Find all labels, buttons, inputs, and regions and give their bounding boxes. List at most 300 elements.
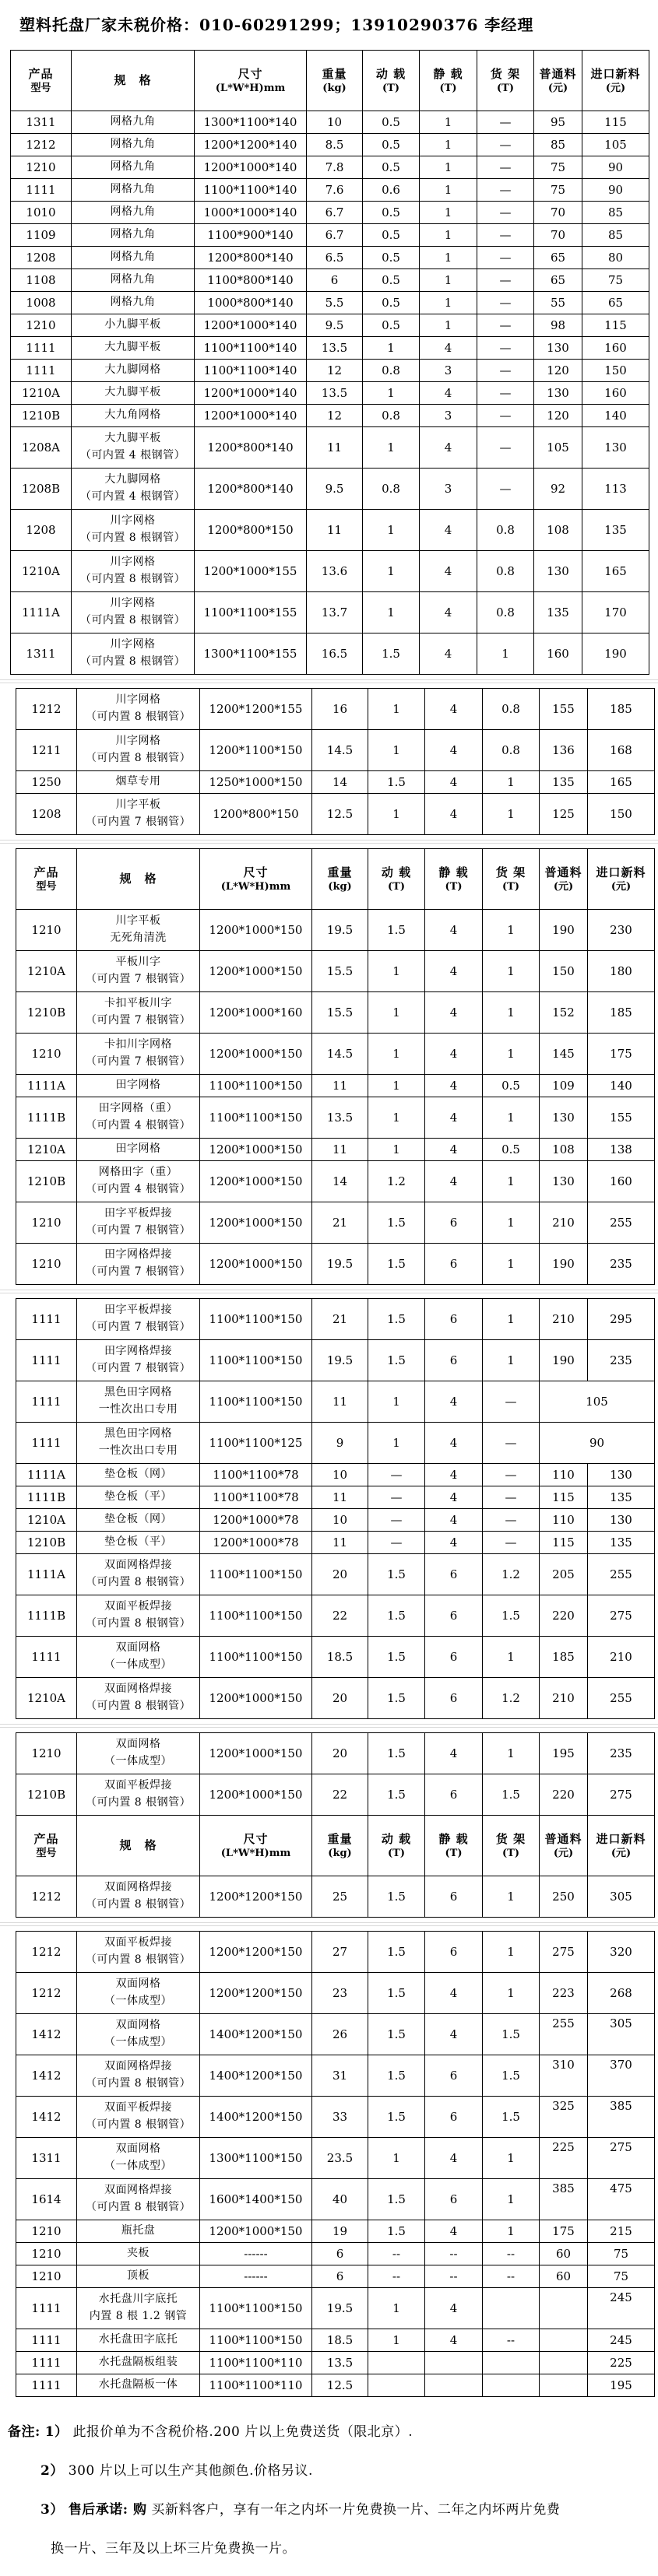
- header-label: 动 载: [381, 865, 412, 879]
- header-spec: [77, 1816, 200, 1876]
- cell-static-load: 4: [425, 1381, 483, 1423]
- spec-line-1: 双面网格焊接: [104, 1683, 172, 1696]
- spec-line-1: 川字网格: [110, 597, 156, 610]
- cell-rack-load: 1: [483, 771, 540, 794]
- cell-dynamic-load: 1: [363, 337, 420, 360]
- cell-spec: [72, 360, 195, 382]
- cell-import-price: 130: [588, 1464, 655, 1486]
- cell-size: 1100*1100*150: [200, 1595, 312, 1637]
- cell-spec: [72, 134, 195, 156]
- header-label: 规 格: [114, 73, 152, 88]
- spec-line-2: （一体成型）: [104, 1658, 172, 1671]
- cell-rack-load: —: [477, 405, 534, 427]
- cell-import-price: 195: [588, 2374, 655, 2397]
- cell-rack-load: 1: [483, 1733, 540, 1774]
- spec-line-1: 大九脚平板: [104, 341, 161, 354]
- cell-rack-load: —: [477, 202, 534, 224]
- cell-rack-load: 1.5: [483, 2014, 540, 2055]
- cell-rack-load: --: [483, 2265, 540, 2288]
- cell-spec: [77, 1423, 200, 1464]
- cell-model: 1111: [16, 2329, 77, 2352]
- cell-rack-load: 1.2: [483, 1554, 540, 1595]
- note-number: 1）: [44, 2424, 69, 2440]
- cell-size: 1200*1000*155: [195, 551, 307, 592]
- header-unit: (L*W*H)mm: [220, 880, 291, 893]
- cell-size: 1100*900*140: [195, 224, 307, 247]
- header-label: 尺寸: [238, 66, 263, 81]
- cell-dynamic-load: 1: [368, 689, 425, 730]
- cell-model: 1108: [11, 269, 72, 292]
- cell-model: 1210B: [16, 1774, 77, 1816]
- cell-size: 1100*1100*140: [195, 337, 307, 360]
- cell-model: 1311: [16, 2138, 77, 2179]
- cell-import-price: 65: [582, 292, 649, 314]
- cell-model: 1210: [16, 1244, 77, 1285]
- cell-static-load: 4: [425, 1733, 483, 1774]
- cell-model: 1210B: [16, 992, 77, 1034]
- spec-line-1: 黑色田字网格: [104, 1427, 172, 1441]
- spec-line-1: 卡扣川字网格: [104, 1038, 172, 1051]
- cell-rack-load: —: [477, 134, 534, 156]
- cell-spec: [77, 2265, 200, 2288]
- cell-rack-load: 1: [483, 1299, 540, 1340]
- cell-rack-load: 1: [483, 951, 540, 992]
- cell-size: 1100*1100*78: [200, 1464, 312, 1486]
- cell-static-load: 6: [425, 1554, 483, 1595]
- spec-line-1: 川字网格: [110, 638, 156, 651]
- price-tables-container: [0, 50, 658, 2397]
- spec-line-1: 川字网格: [110, 514, 156, 528]
- cell-rack-load: 1: [483, 794, 540, 835]
- cell-rack-load: —: [477, 156, 534, 179]
- cell-static-load: 1: [420, 179, 477, 202]
- cell-static-load: 4: [425, 1509, 483, 1532]
- cell-size: 1400*1200*150: [200, 2097, 312, 2138]
- cell-rack-load: —: [477, 224, 534, 247]
- header-unit: (T): [382, 82, 399, 94]
- cell-rack-load: 1: [483, 1161, 540, 1202]
- cell-size: 1300*1100*150: [200, 2138, 312, 2179]
- cell-size: 1100*1100*150: [200, 2329, 312, 2352]
- cell-dynamic-load: 1.5: [368, 1973, 425, 2014]
- cell-model: 1208: [11, 247, 72, 269]
- cell-spec: [77, 1034, 200, 1075]
- cell-weight: 9.5: [307, 314, 363, 337]
- cell-import-price: 215: [588, 2220, 655, 2243]
- header-label: 重量: [327, 1831, 353, 1846]
- table-row: [16, 1486, 655, 1509]
- table-row: [16, 1075, 655, 1097]
- cell-ordinary-price: [540, 2374, 588, 2397]
- spec-line-2: （一体成型）: [104, 1755, 172, 1767]
- cell-import-price: 175: [588, 1034, 655, 1075]
- cell-rack-load: 1: [483, 1637, 540, 1678]
- cell-static-load: 4: [425, 771, 483, 794]
- cell-static-load: 4: [425, 1161, 483, 1202]
- header-unit: (T): [497, 82, 514, 94]
- spec-line-1: 瓶托盘: [121, 2224, 156, 2237]
- cell-dynamic-load: 1.5: [368, 1678, 425, 1719]
- table-row: [16, 1733, 655, 1774]
- header-static-load: [425, 849, 483, 910]
- cell-rack-load: —: [477, 179, 534, 202]
- cell-spec: [77, 2288, 200, 2329]
- cell-ordinary-price: 195: [540, 1733, 588, 1774]
- spec-line-2: （可内置 7 根钢管）: [85, 1224, 192, 1237]
- cell-import-price: 255: [588, 1678, 655, 1719]
- cell-rack-load: 0.8: [477, 592, 534, 633]
- cell-ordinary-price: 190: [540, 1244, 588, 1285]
- cell-weight: 7.6: [307, 179, 363, 202]
- cell-spec: [77, 2374, 200, 2397]
- cell-spec: [72, 592, 195, 633]
- cell-ordinary-price: 210: [540, 1299, 588, 1340]
- spacer: [0, 44, 658, 50]
- table-row: [16, 2352, 655, 2374]
- cell-ordinary-price: 190: [540, 1340, 588, 1381]
- table-row: [16, 1244, 655, 1285]
- cell-ordinary-price: 60: [540, 2243, 588, 2265]
- cell-import-price: 255: [588, 1554, 655, 1595]
- cell-static-load: 4: [420, 337, 477, 360]
- cell-static-load: 4: [425, 1423, 483, 1464]
- spec-line-1: 双面平板焊接: [104, 1936, 172, 1950]
- cell-model: 1111: [16, 1299, 77, 1340]
- cell-ordinary-price: 385: [540, 2179, 588, 2220]
- header-size: [200, 1816, 312, 1876]
- cell-model: 1311: [11, 111, 72, 134]
- cell-model: 1210: [16, 2220, 77, 2243]
- spec-line-2: （一体成型）: [104, 2036, 172, 2048]
- table-row: [11, 427, 649, 469]
- cell-rack-load: —: [483, 1509, 540, 1532]
- spec-line-2: （可内置 8 根钢管）: [85, 2201, 192, 2213]
- spec-line-1: 垫仓板（平）: [104, 1535, 172, 1549]
- cell-size: 1200*1000*150: [200, 1202, 312, 1244]
- cell-spec: [72, 269, 195, 292]
- table-row: [16, 1532, 655, 1554]
- cell-spec: [72, 111, 195, 134]
- cell-ordinary-price: 210: [540, 1202, 588, 1244]
- cell-import-price: 268: [588, 1973, 655, 2014]
- table-row: [16, 1299, 655, 1340]
- cell-rack-load: —: [477, 111, 534, 134]
- table-row: [16, 1423, 655, 1464]
- cell-import-price: 160: [588, 1161, 655, 1202]
- cell-import-price: 150: [588, 794, 655, 835]
- cell-rack-load: 0.8: [477, 510, 534, 551]
- cell-model: 1111: [16, 2374, 77, 2397]
- spec-line-1: 川字网格: [115, 693, 161, 707]
- cell-size: 1300*1100*140: [195, 111, 307, 134]
- cell-dynamic-load: [368, 2352, 425, 2374]
- cell-spec: [77, 2055, 200, 2097]
- spec-line-1: 川字平板: [115, 914, 161, 928]
- cell-dynamic-load: 1.5: [368, 1774, 425, 1816]
- cell-ordinary-price: 115: [540, 1532, 588, 1554]
- header-unit: (元): [553, 880, 574, 893]
- cell-dynamic-load: 0.5: [363, 269, 420, 292]
- page-break-divider: [0, 1290, 658, 1293]
- cell-static-load: 3: [420, 360, 477, 382]
- cell-ordinary-price: 135: [540, 771, 588, 794]
- cell-ordinary-price: 55: [534, 292, 582, 314]
- cell-weight: 13.5: [307, 337, 363, 360]
- cell-weight: 6.5: [307, 247, 363, 269]
- cell-model: 1008: [11, 292, 72, 314]
- cell-import-price: 165: [582, 551, 649, 592]
- cell-ordinary-price: 210: [540, 1678, 588, 1719]
- cell-size: 1400*1200*150: [200, 2055, 312, 2097]
- header-model: [16, 1816, 77, 1876]
- cell-dynamic-load: 1: [368, 1381, 425, 1423]
- spec-line-1: 田字网格（重）: [98, 1102, 178, 1115]
- cell-weight: 26: [312, 2014, 368, 2055]
- cell-model: 1111B: [16, 1486, 77, 1509]
- cell-rack-load: —: [477, 469, 534, 510]
- header-ordinary-price: [540, 849, 588, 910]
- spec-line-2: （可内置 7 根钢管）: [85, 1014, 192, 1027]
- cell-static-load: 6: [425, 2055, 483, 2097]
- spec-line-2: （可内置 4 根钢管）: [85, 1183, 192, 1195]
- cell-spec: [77, 1876, 200, 1918]
- cell-static-load: 3: [420, 405, 477, 427]
- cell-static-load: 6: [425, 1932, 483, 1973]
- cell-weight: 13.5: [312, 2352, 368, 2374]
- cell-dynamic-load: 0.8: [363, 360, 420, 382]
- cell-spec: [77, 2220, 200, 2243]
- cell-dynamic-load: 1.5: [368, 1340, 425, 1381]
- cell-rack-load: 1: [483, 910, 540, 951]
- cell-size: 1400*1200*150: [200, 2014, 312, 2055]
- cell-size: 1200*1000*150: [200, 2220, 312, 2243]
- cell-rack-load: 1: [483, 2220, 540, 2243]
- cell-ordinary-price: 150: [540, 951, 588, 992]
- cell-weight: 6: [312, 2265, 368, 2288]
- cell-weight: 7.8: [307, 156, 363, 179]
- note-text: 买新料客户，享有一年之内坏一片免费换一片、二年之内坏两片免费: [151, 2502, 561, 2518]
- cell-ordinary-price: 223: [540, 1973, 588, 2014]
- header-dynamic-load: [368, 1816, 425, 1876]
- cell-size: 1100*1100*78: [200, 1486, 312, 1509]
- cell-dynamic-load: 1: [363, 382, 420, 405]
- cell-size: 1100*1100*150: [200, 1554, 312, 1595]
- cell-static-load: 4: [425, 910, 483, 951]
- cell-static-load: 6: [425, 1637, 483, 1678]
- note-number: 2）: [40, 2463, 64, 2479]
- cell-rack-load: 1.2: [483, 1678, 540, 1719]
- table-row: [11, 510, 649, 551]
- cell-rack-load: 0.5: [483, 1075, 540, 1097]
- price-table-section-3: [16, 848, 655, 1285]
- cell-dynamic-load: —: [368, 1532, 425, 1554]
- cell-ordinary-price: 130: [534, 551, 582, 592]
- cell-import-price: 140: [588, 1075, 655, 1097]
- spec-line-2: 内置 8 根 1.2 钢管: [89, 2310, 188, 2322]
- cell-static-load: 6: [425, 1244, 483, 1285]
- cell-spec: [72, 382, 195, 405]
- cell-rack-load: —: [483, 1486, 540, 1509]
- cell-size: 1100*1100*125: [200, 1423, 312, 1464]
- cell-static-load: [425, 2374, 483, 2397]
- cell-spec: [72, 224, 195, 247]
- header-dynamic-load: [363, 51, 420, 111]
- page-break-divider: [0, 1922, 658, 1926]
- cell-model: 1210A: [16, 1509, 77, 1532]
- cell-rack-load: —: [477, 337, 534, 360]
- table-row: [16, 2329, 655, 2352]
- cell-rack-load: 1: [483, 1876, 540, 1918]
- price-table-section-2: [16, 688, 655, 835]
- table-row: [16, 1595, 655, 1637]
- cell-weight: 13.7: [307, 592, 363, 633]
- cell-ordinary-price: 220: [540, 1595, 588, 1637]
- cell-spec: [77, 951, 200, 992]
- cell-rack-load: —: [483, 1532, 540, 1554]
- price-table-section-4: [16, 1298, 655, 1719]
- cell-static-load: 4: [420, 382, 477, 405]
- cell-spec: [77, 1637, 200, 1678]
- header-label: 尺寸: [243, 865, 269, 879]
- cell-size: 1100*1100*110: [200, 2374, 312, 2397]
- note-item-1: [8, 2420, 658, 2440]
- cell-weight: 33: [312, 2097, 368, 2138]
- cell-ordinary-price: 70: [534, 224, 582, 247]
- cell-size: ------: [200, 2243, 312, 2265]
- spec-line-1: 网格九角: [110, 228, 156, 241]
- cell-spec: [77, 730, 200, 771]
- cell-ordinary-price: 310: [540, 2055, 588, 2097]
- header-unit: 型号: [36, 1847, 57, 1859]
- cell-import-price: 305: [588, 1876, 655, 1918]
- note-item-3-continued: [51, 2537, 658, 2557]
- cell-import-price: 185: [588, 689, 655, 730]
- header-label: 进口新料: [596, 1831, 646, 1846]
- cell-model: 1111: [11, 337, 72, 360]
- cell-model: 1412: [16, 2097, 77, 2138]
- cell-ordinary-price: 205: [540, 1554, 588, 1595]
- cell-weight: 20: [312, 1554, 368, 1595]
- table-row: [11, 202, 649, 224]
- note-text-bold: 售后承诺: 购: [68, 2502, 147, 2518]
- cell-import-price: 475: [588, 2179, 655, 2220]
- spec-line-2: （可内置 8 根钢管）: [85, 1898, 192, 1911]
- header-import-price: [588, 1816, 655, 1876]
- cell-import-price: 185: [588, 992, 655, 1034]
- header-size: [200, 849, 312, 910]
- cell-size: 1600*1400*150: [200, 2179, 312, 2220]
- cell-model: 1412: [16, 2014, 77, 2055]
- table-row: [16, 2220, 655, 2243]
- cell-import-price: 130: [588, 1509, 655, 1532]
- table-row: [16, 730, 655, 771]
- cell-rack-load: 1.5: [483, 2097, 540, 2138]
- cell-import-price: 90: [582, 179, 649, 202]
- cell-dynamic-load: 1.5: [368, 1595, 425, 1637]
- spec-line-1: 大九脚网格: [104, 473, 161, 486]
- cell-size: 1200*1000*150: [200, 1678, 312, 1719]
- table-row: [16, 1034, 655, 1075]
- table-row: [16, 1161, 655, 1202]
- cell-size: 1100*1100*150: [200, 2288, 312, 2329]
- note-item-3: [40, 2498, 658, 2518]
- cell-spec: [77, 1161, 200, 1202]
- cell-rack-load: 1: [477, 633, 534, 675]
- cell-import-price: 80: [582, 247, 649, 269]
- cell-dynamic-load: 1.5: [368, 2014, 425, 2055]
- cell-dynamic-load: 1: [368, 1097, 425, 1139]
- cell-rack-load: —: [477, 247, 534, 269]
- spec-line-1: 双面网格焊接: [104, 1559, 172, 1572]
- table-row: [11, 592, 649, 633]
- cell-size: 1100*1100*140: [195, 360, 307, 382]
- cell-weight: 19.5: [312, 1340, 368, 1381]
- header-label: 重量: [327, 865, 353, 879]
- cell-weight: 19: [312, 2220, 368, 2243]
- cell-ordinary-price: 145: [540, 1034, 588, 1075]
- header-unit: (T): [445, 880, 463, 893]
- cell-size: 1200*1000*150: [200, 1733, 312, 1774]
- cell-import-price: 385: [588, 2097, 655, 2138]
- table-row: [16, 2179, 655, 2220]
- header-unit: (元): [553, 1847, 574, 1859]
- cell-weight: 21: [312, 1202, 368, 1244]
- cell-spec: [77, 689, 200, 730]
- spec-line-1: 卡扣平板川字: [104, 997, 172, 1010]
- cell-static-load: 4: [425, 1532, 483, 1554]
- table-row: [11, 382, 649, 405]
- spec-line-1: 夹板: [127, 2247, 150, 2260]
- cell-rack-load: —: [477, 360, 534, 382]
- cell-spec: [72, 202, 195, 224]
- cell-dynamic-load: —: [368, 1464, 425, 1486]
- cell-rack-load: 1: [483, 2138, 540, 2179]
- cell-import-price: 230: [588, 910, 655, 951]
- cell-static-load: 1: [420, 111, 477, 134]
- cell-size: 1200*1000*150: [200, 1139, 312, 1161]
- header-unit: (kg): [328, 1847, 352, 1859]
- cell-static-load: 4: [425, 1139, 483, 1161]
- cell-ordinary-price: 115: [540, 1486, 588, 1509]
- header-unit: (T): [388, 880, 405, 893]
- cell-weight: 19.5: [312, 1244, 368, 1285]
- cell-static-load: 4: [425, 2014, 483, 2055]
- cell-size: 1200*1200*155: [200, 689, 312, 730]
- cell-model: 1210B: [16, 1532, 77, 1554]
- cell-weight: 11: [307, 510, 363, 551]
- cell-spec: [77, 992, 200, 1034]
- price-table-section-1: [10, 50, 649, 675]
- table-header-row: [16, 849, 655, 910]
- cell-weight: 27: [312, 1932, 368, 1973]
- spec-line-1: 小九脚平板: [104, 318, 161, 332]
- spec-line-1: 烟草专用: [115, 775, 161, 788]
- cell-rack-load: 1.5: [483, 1595, 540, 1637]
- cell-model: 1208: [16, 794, 77, 835]
- cell-dynamic-load: 1.5: [368, 1876, 425, 1918]
- header-rack-load: [483, 1816, 540, 1876]
- cell-ordinary-price: 135: [534, 592, 582, 633]
- cell-model: 1111: [16, 2352, 77, 2374]
- table-row: [16, 1774, 655, 1816]
- cell-weight: 40: [312, 2179, 368, 2220]
- cell-size: 1200*800*140: [195, 427, 307, 469]
- header-weight: [312, 1816, 368, 1876]
- header-rack-load: [483, 849, 540, 910]
- cell-ordinary-price: 250: [540, 1876, 588, 1918]
- table-row: [16, 2138, 655, 2179]
- spec-line-2: （可内置 8 根钢管）: [85, 1576, 192, 1588]
